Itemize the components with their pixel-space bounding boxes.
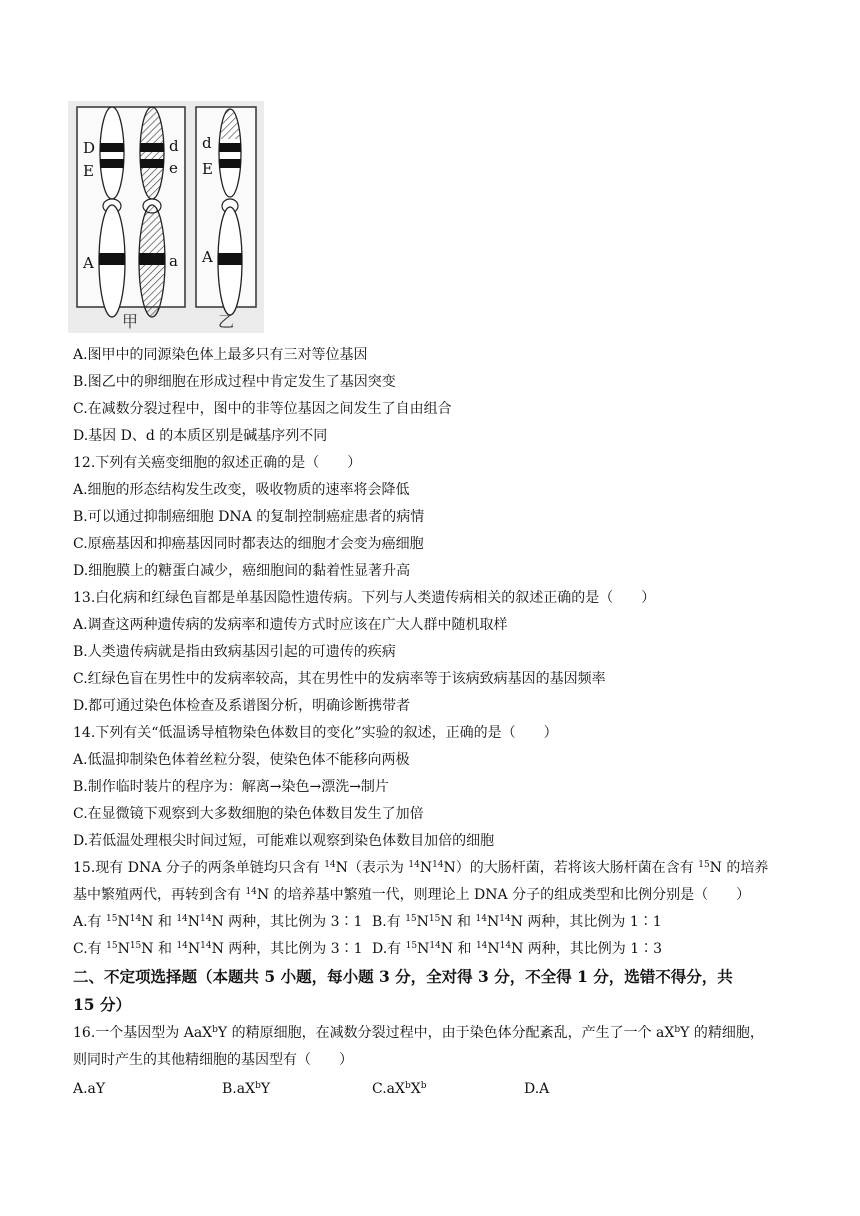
q12-option-b: B.可以通过抑制癌细胞 DNA 的复制控制癌症患者的病情 xyxy=(73,509,425,525)
q12-stem: 12.下列有关癌变细胞的叙述正确的是（ ） xyxy=(73,455,362,471)
q13-option-a: A.调查这两种遗传病的发病率和遗传方式时应该在广大人群中随机取样 xyxy=(73,617,508,633)
q15-stem-line2: 基中繁殖两代，再转到含有 $^{14}$N 的培养基中繁殖一代，则理论上 DNA 分子的组成类型和比例分别是（ ） xyxy=(73,887,751,903)
q12-option-a: A.细胞的形态结构发生改变，吸收物质的速率将会降低 xyxy=(73,482,410,498)
gene-label: E xyxy=(202,160,213,178)
q14-option-a: A.低温抑制染色体着丝粒分裂，使染色体不能移向两极 xyxy=(73,752,410,768)
q16-option-d: D.A xyxy=(524,1081,550,1097)
q13-option-c: C.红绿色盲在男性中的发病率较高，其在男性中的发病率等于该病致病基因的基因频率 xyxy=(73,671,606,687)
q15-option-c: C.有 $^{15}N^{15}N$ 和 $^{14}N^{14}N$ 两种，其比例为 3∶1 xyxy=(73,941,363,957)
section2-heading-line1: 二、不定项选择题（本题共 5 小题，每小题 3 分，全对得 3 分，不全得 1 分，选错不得分，共 xyxy=(73,967,733,986)
q15-option-d: D.有 $^{15}N^{14}N$ 和 $^{14}N^{14}N$ 两种，其比例为 1∶3 xyxy=(372,941,663,957)
gene-label: e xyxy=(169,159,178,177)
gene-label: A xyxy=(202,248,213,266)
gene-label: a xyxy=(169,252,178,270)
q14-option-c: C.在显微镜下观察到大多数细胞的染色体数目发生了加倍 xyxy=(73,806,424,822)
q11-option-b: B.图乙中的卵细胞在形成过程中肯定发生了基因突变 xyxy=(73,374,396,390)
q15-option-a: A.有 $^{15}N^{14}N$ 和 $^{14}N^{14}N$ 两种，其比例为 3∶1 xyxy=(73,914,363,930)
q16-option-c: $C.aX^bX^b$ xyxy=(372,1081,427,1097)
q14-option-d: D.若低温处理根尖时间过短，可能难以观察到染色体数目加倍的细胞 xyxy=(73,833,495,849)
q15-option-b: B.有 $^{15}N^{15}N$ 和 $^{14}N^{14}N$ 两种，其比例为 1∶1 xyxy=(372,914,662,930)
q16-stem-line1: 16.一个基因型为 AaX$^b$Y 的精原细胞，在减数分裂过程中，由于染色体分配紊乱，产生了一个 $aX^bY$ 的精细胞， xyxy=(73,1025,764,1041)
q13-option-b: B.人类遗传病就是指由致病基因引起的可遗传的疾病 xyxy=(73,644,396,660)
q12-option-c: C.原癌基因和抑癌基因同时都表达的细胞才会变为癌细胞 xyxy=(73,536,424,552)
q13-stem: 13.白化病和红绿色盲都是单基因隐性遗传病。下列与人类遗传病相关的叙述正确的是（ ） xyxy=(73,590,656,606)
gene-label: A xyxy=(83,254,94,272)
gene-label: d xyxy=(169,137,179,155)
q15-stem-line1: 15.现有 DNA 分子的两条单链均只含有 $^{14}$N（表示为 $^{14}N^{14}N$）的大肠杆菌，若将该大肠杆菌在含有 $^{15}$N 的培养 xyxy=(73,860,769,876)
panel-a-caption: 甲 xyxy=(122,312,139,331)
panel-b-caption: 乙 xyxy=(218,312,235,331)
q16-option-a: A.aY xyxy=(73,1081,106,1097)
gene-label: E xyxy=(83,162,94,180)
q11-option-a: A.图甲中的同源染色体上最多只有三对等位基因 xyxy=(73,347,368,363)
section2-heading-line2: 15 分） xyxy=(73,995,131,1014)
q14-stem: 14.下列有关“低温诱导植物染色体数目的变化”实验的叙述，正确的是（ ） xyxy=(73,725,558,741)
chromosome-figure xyxy=(68,101,264,333)
q16-option-b: $B.aX^bY$ xyxy=(222,1081,271,1097)
q11-option-d: D.基因 D、d 的本质区别是碱基序列不同 xyxy=(73,428,328,444)
gene-label: d xyxy=(202,134,212,152)
q16-stem-line2: 则同时产生的其他精细胞的基因型有（ ） xyxy=(73,1052,353,1068)
q12-option-d: D.细胞膜上的糖蛋白减少，癌细胞间的黏着性显著升高 xyxy=(73,563,411,579)
gene-label: D xyxy=(83,139,96,157)
q13-option-d: D.都可通过染色体检查及系谱图分析，明确诊断携带者 xyxy=(73,698,411,714)
q11-option-c: C.在减数分裂过程中，图中的非等位基因之间发生了自由组合 xyxy=(73,401,452,417)
q14-option-b: B.制作临时装片的程序为：解离→染色→漂洗→制片 xyxy=(73,779,389,795)
